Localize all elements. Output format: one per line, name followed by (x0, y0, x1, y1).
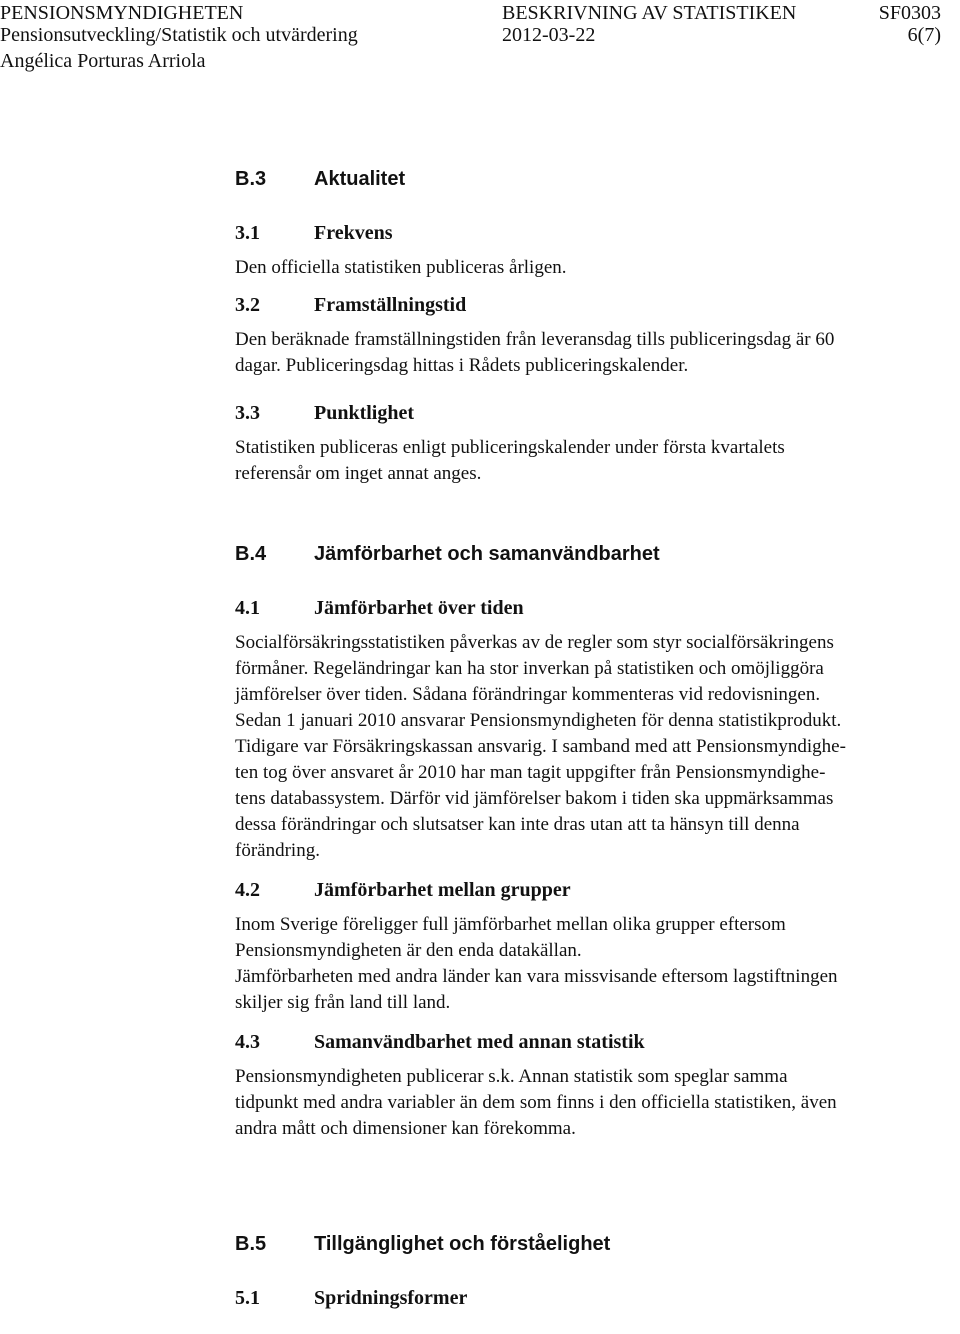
paragraph-3-1 (235, 255, 935, 281)
heading-4-2 (235, 876, 935, 904)
heading-number: B.4 (235, 543, 267, 565)
heading-3-1 (235, 219, 935, 247)
text-line: dessa förändringar och slutsatser kan inte dras utan att ta hänsyn till denna (235, 814, 800, 835)
heading-number: B.5 (235, 1233, 267, 1255)
heading-title: Samanvändbarhet med annan statistik (314, 1031, 645, 1053)
heading-number: 3.3 (235, 402, 260, 424)
heading-number: 3.2 (235, 294, 260, 316)
heading-title: Tillgänglighet och förståelighet (314, 1233, 611, 1255)
heading-3-3 (235, 399, 935, 427)
heading-title: Frekvens (314, 222, 393, 244)
header-org: PENSIONSMYNDIGHETEN (0, 2, 244, 24)
header-page-number: 6(7) (907, 24, 941, 46)
heading-number: 3.1 (235, 222, 260, 244)
text-line: Sedan 1 januari 2010 ansvarar Pensionsmyndigheten för denna statistikprodukt. (235, 710, 842, 731)
text-line: förmåner. Regeländringar kan ha stor inverkan på statistiken och omöjliggöra (235, 658, 824, 679)
heading-b5 (235, 1230, 935, 1258)
heading-title: Punktlighet (314, 402, 415, 424)
header-author: Angélica Porturas Arriola (0, 50, 206, 72)
text-line: Socialförsäkringsstatistiken påverkas av de regler som styr socialförsäkringens (235, 632, 834, 653)
text-line: Inom Sverige föreligger full jämförbarhet mellan olika grupper eftersom (235, 914, 786, 935)
document-body (235, 160, 935, 1312)
text-line: Tidigare var Försäkringskassan ansvarig. I samband med att Pensionsmyndighe- (235, 736, 846, 757)
heading-title: Aktualitet (314, 168, 406, 190)
paragraph-4-2 (235, 912, 935, 1016)
text-line: jämförelser över tiden. Sådana förändringar kommenteras vid redovisningen. (235, 684, 821, 705)
heading-b3 (235, 165, 935, 193)
heading-number: B.3 (235, 168, 267, 190)
header-doc-code: SF0303 (878, 2, 941, 24)
page-header (0, 0, 960, 80)
heading-title: Framställningstid (314, 294, 467, 316)
heading-number: 4.2 (235, 879, 260, 901)
text-line: Den officiella statistiken publiceras årligen. (235, 257, 567, 278)
heading-title: Jämförbarhet över tiden (314, 597, 524, 619)
text-line: tidpunkt med andra variabler än dem som finns i den officiella statistiken, även (235, 1092, 837, 1113)
heading-4-3 (235, 1028, 935, 1056)
heading-3-2 (235, 291, 935, 319)
header-department: Pensionsutveckling/Statistik och utvärdering (0, 24, 358, 46)
text-line: tens databassystem. Därför vid jämförelser bakom i tiden ska uppmärksammas (235, 788, 834, 809)
paragraph-4-3 (235, 1064, 935, 1142)
heading-title: Jämförbarhet och samanvändbarhet (314, 543, 660, 565)
text-line: referensår om inget annat anges. (235, 463, 482, 484)
text-line: förändring. (235, 840, 320, 861)
heading-number: 5.1 (235, 1287, 260, 1309)
heading-4-1 (235, 594, 935, 622)
header-doc-type: BESKRIVNING AV STATISTIKEN (502, 2, 797, 24)
text-line: skiljer sig från land till land. (235, 992, 451, 1013)
text-line: ten tog över ansvaret år 2010 har man tagit uppgifter från Pensionsmyndighe- (235, 762, 826, 783)
text-line: Jämförbarheten med andra länder kan vara missvisande eftersom lagstiftningen (235, 966, 838, 987)
paragraph-3-2 (235, 327, 935, 379)
text-line: Statistiken publiceras enligt publiceringskalender under första kvartalets (235, 437, 785, 458)
header-date: 2012-03-22 (502, 24, 596, 46)
heading-number: 4.1 (235, 597, 260, 619)
text-line: Pensionsmyndigheten publicerar s.k. Annan statistik som speglar samma (235, 1066, 788, 1087)
paragraph-4-1 (235, 630, 935, 864)
text-line: Pensionsmyndigheten är den enda datakällan. (235, 940, 582, 961)
heading-title: Jämförbarhet mellan grupper (314, 879, 571, 901)
text-line: dagar. Publiceringsdag hittas i Rådets publiceringskalender. (235, 355, 689, 376)
text-line: Den beräknade framställningstiden från leveransdag tills publiceringsdag är 60 (235, 329, 835, 350)
heading-title: Spridningsformer (314, 1287, 468, 1309)
heading-number: 4.3 (235, 1031, 260, 1053)
text-line: andra mått och dimensioner kan förekomma. (235, 1118, 576, 1139)
heading-b4 (235, 540, 935, 568)
paragraph-3-3 (235, 435, 935, 487)
heading-5-1 (235, 1284, 935, 1312)
